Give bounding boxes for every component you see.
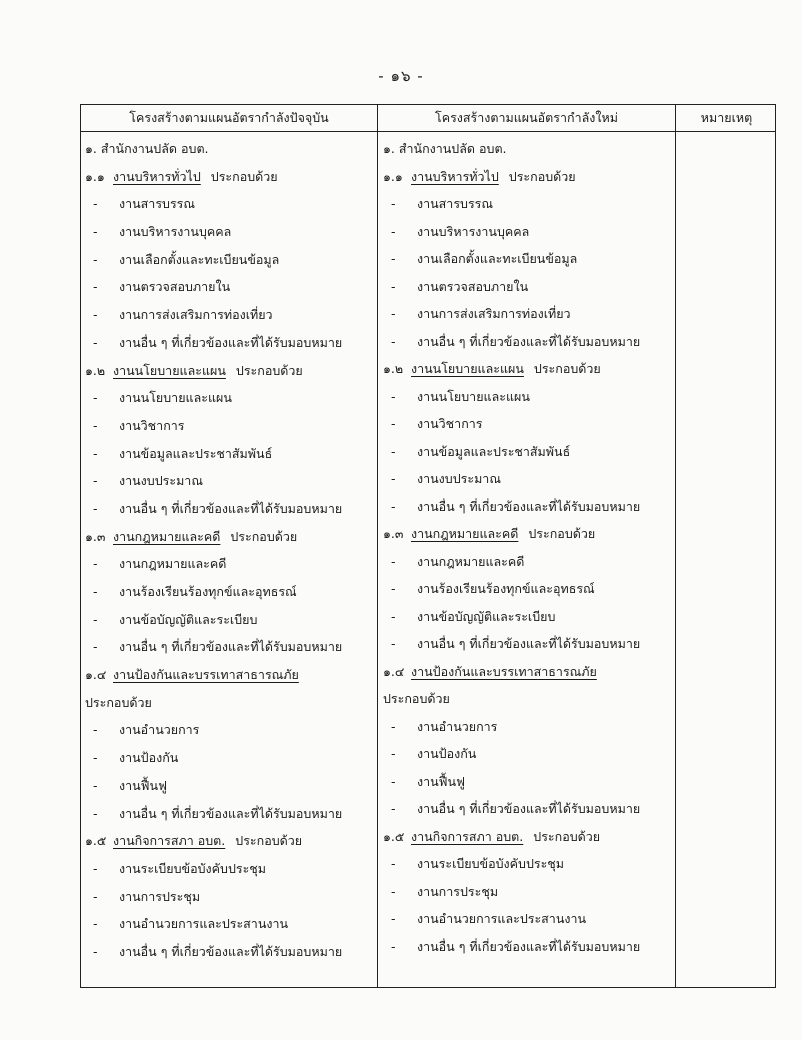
list-dash: - xyxy=(93,473,98,489)
list-item-text: งานข้อมูลและประชาสัมพันธ์ xyxy=(417,443,571,459)
header-new-structure: โครงสร้างตามแผนอัตรากำลังใหม่ xyxy=(435,110,618,125)
current-section-heading xyxy=(85,163,375,191)
list-item-text: งานอื่น ๆ ที่เกี่ยวข้องและที่ได้รับมอบหมาย xyxy=(119,805,343,821)
current-list-item xyxy=(85,190,375,218)
section-title: งานกิจการสภา อบต. xyxy=(411,828,524,844)
list-item-text: งานอื่น ๆ ที่เกี่ยวข้องและที่ได้รับมอบหมาย xyxy=(417,801,641,816)
list-item-text: งานข้อบัญญัติและระเบียบ xyxy=(417,608,556,624)
list-item-text: งานร้องเรียนร้องทุกข์และอุทธรณ์ xyxy=(417,581,595,596)
list-item-text: งานนโยบายและแผน xyxy=(119,390,232,406)
column-divider xyxy=(377,105,378,987)
header-remarks: หมายเหตุ xyxy=(700,110,753,125)
section-title: งานป้องกันและบรรเทาสาธารณภัย xyxy=(411,663,597,679)
list-item-text: งานเลือกตั้งและทะเบียนข้อมูล xyxy=(417,251,578,266)
list-item-text: งานการประชุม xyxy=(119,888,201,904)
list-item-text: งานฟื้นฟู xyxy=(119,777,167,793)
list-dash: - xyxy=(391,883,396,899)
current-list-item xyxy=(85,440,375,468)
section-number: ๑.๑ xyxy=(85,168,105,184)
list-item-text: งานงบประมาณ xyxy=(119,473,203,489)
list-dash: - xyxy=(391,498,396,514)
section-title: งานกฎหมายและคดี xyxy=(113,528,221,544)
list-dash: - xyxy=(391,746,396,761)
section-suffix: ประกอบด้วย xyxy=(230,528,298,544)
section-number: ๑.๒ xyxy=(85,362,106,378)
section-number: ๑.๕ xyxy=(383,828,405,844)
list-dash: - xyxy=(93,390,98,406)
header-current-structure: โครงสร้างตามแผนอัตรากำลังปัจจุบัน xyxy=(129,110,329,125)
list-dash: - xyxy=(391,223,396,239)
list-item-text: งานอื่น ๆ ที่เกี่ยวข้องและที่ได้รับมอบหมาย xyxy=(119,639,343,655)
list-dash: - xyxy=(391,443,396,459)
new-list-item xyxy=(383,438,673,466)
list-item-text: งานข้อมูลและประชาสัมพันธ์ xyxy=(119,445,273,461)
current-section-heading xyxy=(85,827,375,855)
header-divider xyxy=(81,131,775,132)
list-dash: - xyxy=(391,636,396,651)
list-dash: - xyxy=(391,251,396,266)
list-dash: - xyxy=(391,388,396,404)
new-section-heading xyxy=(383,520,673,548)
list-dash: - xyxy=(391,581,396,596)
current-list-item xyxy=(85,273,375,301)
new-list-item xyxy=(383,465,673,493)
new-list-item xyxy=(383,190,673,218)
list-item-text: งานอำนวยการ xyxy=(417,718,498,734)
section-title: งานบริหารทั่วไป xyxy=(113,168,201,184)
current-section-heading xyxy=(85,523,375,551)
list-item-text: งานอื่น ๆ ที่เกี่ยวข้องและที่ได้รับมอบหมาย xyxy=(119,334,343,350)
new-list-item xyxy=(383,410,673,438)
list-item-text: งานสารบรรณ xyxy=(417,196,493,211)
current-list-item xyxy=(85,606,375,634)
section-number: ๑.๔ xyxy=(383,663,405,679)
section-number: ๑.๕ xyxy=(85,833,107,849)
current-list-item xyxy=(85,246,375,274)
new-list-item xyxy=(383,878,673,906)
current-list-item xyxy=(85,800,375,828)
list-dash: - xyxy=(93,860,98,876)
current-list-item xyxy=(85,384,375,412)
list-dash: - xyxy=(391,856,396,871)
section-title: งานนโยบายและแผน xyxy=(411,361,524,376)
new-list-item xyxy=(383,300,673,328)
list-dash: - xyxy=(93,943,98,959)
structure-table xyxy=(80,104,776,988)
current-list-item xyxy=(85,633,375,661)
current-list-item xyxy=(85,855,375,883)
list-dash: - xyxy=(391,718,396,734)
list-dash: - xyxy=(93,750,98,766)
new-structure-column xyxy=(383,135,673,960)
new-list-item xyxy=(383,630,673,658)
new-section-heading xyxy=(383,823,673,851)
list-item-text: งานอื่น ๆ ที่เกี่ยวข้องและที่ได้รับมอบหมาย xyxy=(417,333,641,349)
new-list-item xyxy=(383,933,673,961)
list-item-text: งานการส่งเสริมการท่องเที่ยว xyxy=(417,306,571,321)
list-item-text: งานการส่งเสริมการท่องเที่ยว xyxy=(119,307,273,323)
list-dash: - xyxy=(391,911,396,926)
new-section-heading xyxy=(383,658,673,686)
list-dash: - xyxy=(93,556,98,572)
list-dash: - xyxy=(93,445,98,461)
current-list-item xyxy=(85,412,375,440)
current-list-item xyxy=(85,772,375,800)
list-item-text: งานอำนวยการและประสานงาน xyxy=(119,916,289,932)
page-number: - ๑๖ - xyxy=(378,67,424,85)
list-dash: - xyxy=(93,279,98,295)
section-number: ๑.๒ xyxy=(383,361,404,376)
list-item-text: งานตรวจสอบภายใน xyxy=(417,278,529,294)
section-suffix: ประกอบด้วย xyxy=(85,694,152,710)
list-dash: - xyxy=(391,801,396,816)
new-list-item xyxy=(383,328,673,356)
list-dash: - xyxy=(93,417,98,433)
list-dash: - xyxy=(93,805,98,821)
list-dash: - xyxy=(93,196,98,212)
section-number: ๑.๑ xyxy=(383,168,403,184)
list-dash: - xyxy=(391,333,396,349)
list-item-text: งานฟื้นฟู xyxy=(417,773,465,789)
list-item-text: งานระเบียบข้อบังคับประชุม xyxy=(119,860,267,876)
list-item-text: งานการประชุม xyxy=(417,883,499,899)
list-item-text: งานตรวจสอบภายใน xyxy=(119,279,231,295)
section-title: งานกฎหมายและคดี xyxy=(411,526,519,541)
list-dash: - xyxy=(391,196,396,211)
section-number: ๑.๓ xyxy=(383,526,404,541)
new-list-item xyxy=(383,740,673,768)
list-item-text: งานข้อบัญญัติและระเบียบ xyxy=(119,611,258,627)
section-suffix: ประกอบด้วย xyxy=(528,526,596,541)
current-list-item xyxy=(85,467,375,495)
section-suffix: ประกอบด้วย xyxy=(210,168,278,184)
new-list-item xyxy=(383,905,673,933)
list-item-text: งานอื่น ๆ ที่เกี่ยวข้องและที่ได้รับมอบหมาย xyxy=(119,500,343,516)
current-list-item xyxy=(85,329,375,357)
list-dash: - xyxy=(391,553,396,569)
current-section-heading xyxy=(85,357,375,385)
list-item-text: งานบริหารงานบุคคล xyxy=(119,224,232,240)
new-section-suffix-line xyxy=(383,685,673,713)
current-list-item xyxy=(85,910,375,938)
list-dash: - xyxy=(93,251,98,267)
list-item-text: งานงบประมาณ xyxy=(417,471,501,486)
new-office-heading: ๑. สำนักงานปลัด อบต. xyxy=(383,141,507,156)
list-dash: - xyxy=(93,334,98,350)
list-dash: - xyxy=(93,307,98,323)
section-suffix: ประกอบด้วย xyxy=(235,833,303,849)
list-item-text: งานวิชาการ xyxy=(417,416,483,431)
list-dash: - xyxy=(93,916,98,932)
list-item-text: งานอื่น ๆ ที่เกี่ยวข้องและที่ได้รับมอบหมาย xyxy=(417,938,641,954)
current-list-item xyxy=(85,218,375,246)
new-list-item xyxy=(383,218,673,246)
current-list-item xyxy=(85,716,375,744)
new-list-item xyxy=(383,493,673,521)
list-item-text: งานกฎหมายและคดี xyxy=(119,556,227,572)
list-dash: - xyxy=(391,306,396,321)
section-suffix: ประกอบด้วย xyxy=(533,828,601,844)
list-dash: - xyxy=(93,777,98,793)
list-item-text: งานป้องกัน xyxy=(417,746,477,761)
current-list-item xyxy=(85,883,375,911)
list-dash: - xyxy=(93,611,98,627)
list-dash: - xyxy=(391,773,396,789)
list-item-text: งานอื่น ๆ ที่เกี่ยวข้องและที่ได้รับมอบหมาย xyxy=(119,943,343,959)
new-list-item xyxy=(383,548,673,576)
list-item-text: งานระเบียบข้อบังคับประชุม xyxy=(417,856,565,871)
current-list-item xyxy=(85,495,375,523)
list-dash: - xyxy=(391,608,396,624)
new-list-item xyxy=(383,575,673,603)
current-list-item xyxy=(85,301,375,329)
list-dash: - xyxy=(93,722,98,738)
new-list-item xyxy=(383,850,673,878)
list-item-text: งานสารบรรณ xyxy=(119,196,195,212)
list-dash: - xyxy=(93,584,98,599)
list-item-text: งานกฎหมายและคดี xyxy=(417,553,525,569)
current-section-heading xyxy=(85,661,375,689)
list-item-text: งานเลือกตั้งและทะเบียนข้อมูล xyxy=(119,251,280,267)
section-suffix: ประกอบด้วย xyxy=(383,691,450,706)
list-dash: - xyxy=(391,416,396,431)
list-item-text: งานวิชาการ xyxy=(119,417,185,433)
section-suffix: ประกอบด้วย xyxy=(533,361,601,376)
section-number: ๑.๓ xyxy=(85,528,106,544)
list-dash: - xyxy=(93,224,98,240)
new-list-item xyxy=(383,768,673,796)
list-item-text: งานป้องกัน xyxy=(119,750,179,766)
section-title: งานกิจการสภา อบต. xyxy=(113,833,226,849)
section-suffix: ประกอบด้วย xyxy=(508,168,576,184)
list-item-text: งานนโยบายและแผน xyxy=(417,388,530,404)
list-dash: - xyxy=(93,888,98,904)
new-list-item xyxy=(383,795,673,823)
list-dash: - xyxy=(391,278,396,294)
current-office-heading: ๑. สำนักงานปลัด อบต. xyxy=(85,141,209,156)
section-title: งานป้องกันและบรรเทาสาธารณภัย xyxy=(113,667,299,683)
current-section-suffix-line xyxy=(85,689,375,717)
current-list-item xyxy=(85,938,375,966)
current-structure-column xyxy=(85,135,375,966)
list-dash: - xyxy=(391,938,396,954)
new-list-item xyxy=(383,603,673,631)
column-divider xyxy=(675,105,676,987)
new-section-heading xyxy=(383,355,673,383)
section-number: ๑.๔ xyxy=(85,667,107,683)
section-suffix: ประกอบด้วย xyxy=(235,362,303,378)
list-item-text: งานบริหารงานบุคคล xyxy=(417,223,530,239)
new-list-item xyxy=(383,273,673,301)
list-item-text: งานอำนวยการและประสานงาน xyxy=(417,911,587,926)
list-item-text: งานร้องเรียนร้องทุกข์และอุทธรณ์ xyxy=(119,584,297,599)
section-title: งานนโยบายและแผน xyxy=(113,362,226,378)
list-dash: - xyxy=(93,500,98,516)
new-list-item xyxy=(383,383,673,411)
current-list-item xyxy=(85,550,375,578)
current-list-item xyxy=(85,578,375,606)
list-item-text: งานอื่น ๆ ที่เกี่ยวข้องและที่ได้รับมอบหมาย xyxy=(417,498,641,514)
new-list-item xyxy=(383,713,673,741)
new-list-item xyxy=(383,245,673,273)
section-title: งานบริหารทั่วไป xyxy=(411,168,499,184)
list-dash: - xyxy=(93,639,98,655)
list-item-text: งานอื่น ๆ ที่เกี่ยวข้องและที่ได้รับมอบหมาย xyxy=(417,636,641,651)
new-section-heading xyxy=(383,163,673,191)
list-dash: - xyxy=(391,471,396,486)
current-list-item xyxy=(85,744,375,772)
list-item-text: งานอำนวยการ xyxy=(119,722,200,738)
